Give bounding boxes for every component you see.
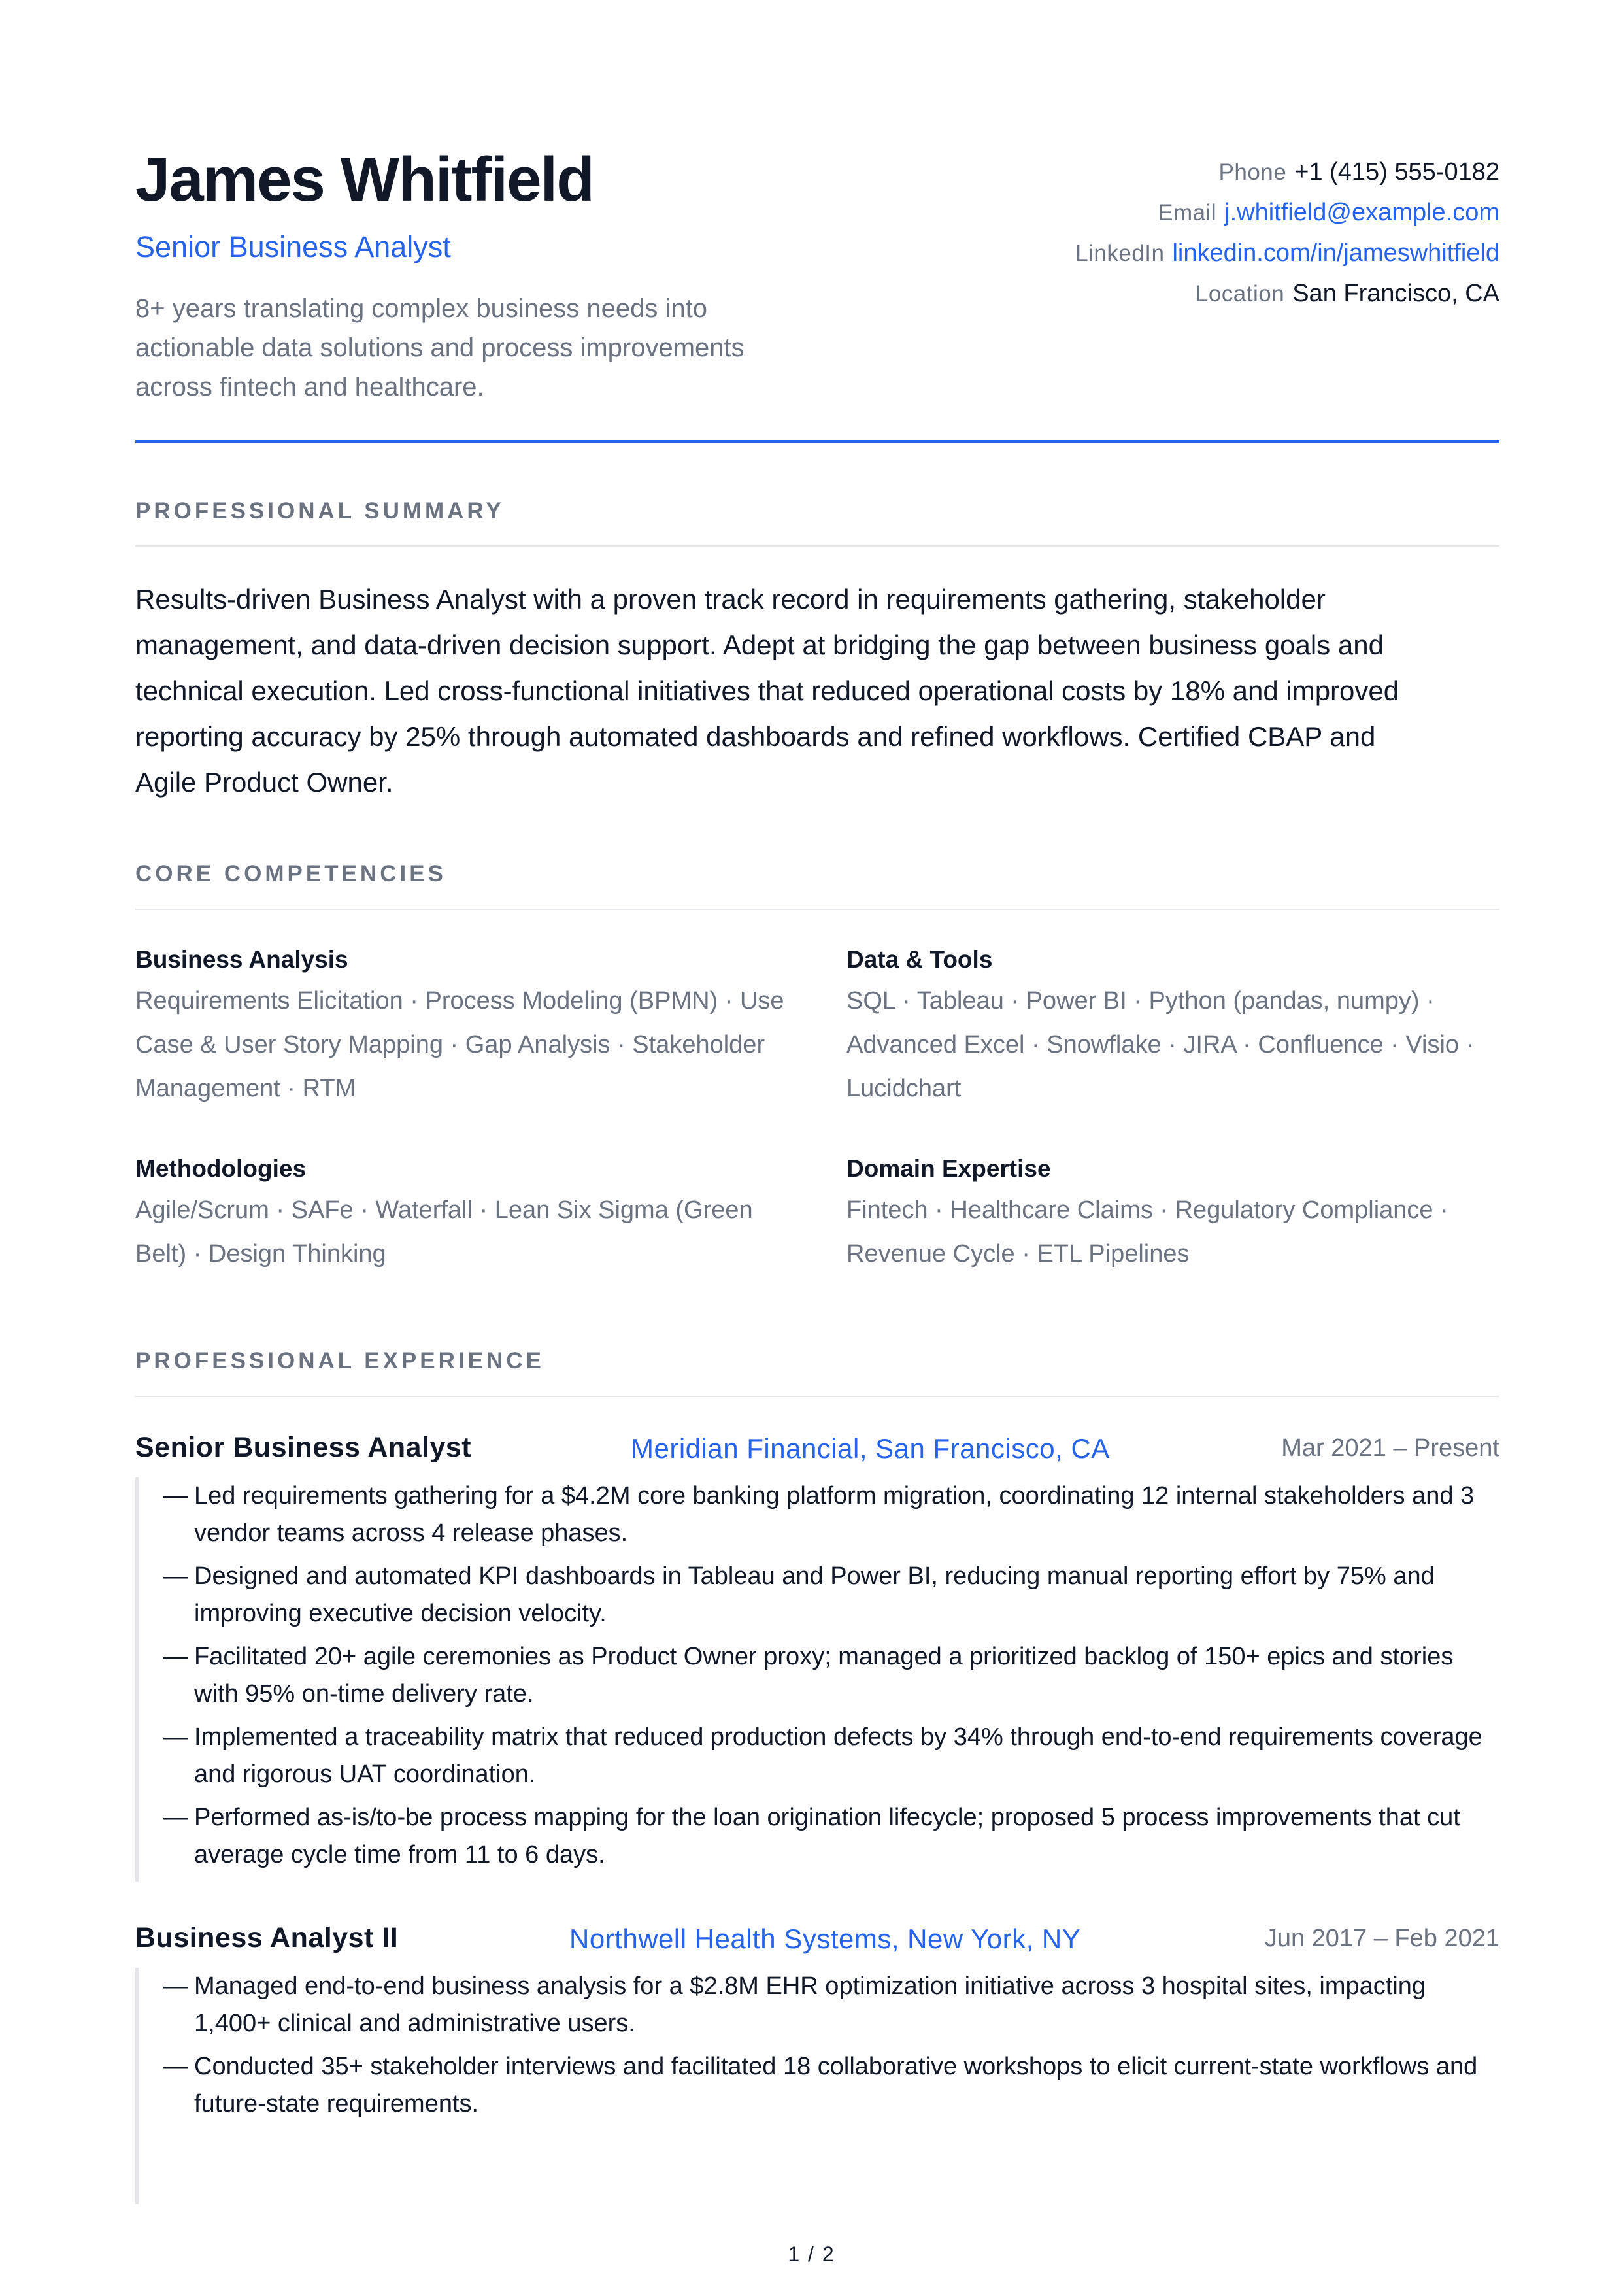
contact-linkedin-row (1075, 235, 1499, 276)
job-company: Meridian Financial, San Francisco, CA (631, 1433, 1110, 1464)
competency-items: Agile/Scrum · SAFe · Waterfall · Lean Six Sigma (Green Belt) · Design Thinking (135, 1196, 753, 1268)
page-number: 1 / 2 (788, 2242, 835, 2266)
job-bullet (139, 1968, 1503, 2042)
phone-value: +1 (415) 555-0182 (1294, 158, 1499, 186)
email-label: Email (1158, 200, 1217, 226)
bullet-dash: — (163, 1804, 188, 1831)
section-title-experience: PROFESSIONAL EXPERIENCE (135, 1348, 544, 1374)
competency-group (135, 1149, 789, 1276)
phone-label: Phone (1218, 160, 1287, 185)
bullet-text: Led requirements gathering for a $4.2M core banking platform migration, coordinating 12 internal stakeholders and 3 vendor teams across 4 release phases. (194, 1482, 1475, 1547)
competency-title: Methodologies (135, 1155, 307, 1182)
job-bullet (139, 1638, 1503, 1713)
job-dates: Mar 2021 – Present (1281, 1434, 1499, 1462)
section-title-competencies: CORE COMPETENCIES (135, 861, 446, 886)
section-divider (135, 1396, 1499, 1397)
job-bullet (139, 1477, 1503, 1552)
bullet-text: Performed as-is/to-be process mapping for the loan origination lifecycle; proposed 5 process improvements that cut average cycle time from 11 to 6 days. (194, 1804, 1460, 1868)
job-dates: Jun 2017 – Feb 2021 (1264, 1925, 1499, 1952)
contact-block (1075, 154, 1499, 316)
location-label: Location (1195, 281, 1285, 307)
competency-items: Requirements Elicitation · Process Modeling (BPMN) · Use Case & User Story Mapping · Gap Analysis · Stakeholder Management · RTM (135, 987, 784, 1102)
job-bullet (139, 2048, 1503, 2123)
job-title: Senior Business Analyst (135, 1432, 472, 1463)
competency-group (846, 940, 1500, 1111)
candidate-intro: 8+ years translating complex business needs into actionable data solutions and process improvements across fintech and healthcare. (135, 294, 745, 401)
bullet-dash: — (163, 2053, 188, 2080)
competency-title: Data & Tools (846, 946, 993, 973)
job-title: Business Analyst II (135, 1922, 399, 1953)
competency-title: Domain Expertise (846, 1155, 1051, 1182)
competency-group (846, 1149, 1500, 1276)
job-bullet-list (135, 1968, 1503, 2204)
job-header (135, 1922, 1499, 1961)
location-value: San Francisco, CA (1292, 280, 1499, 307)
candidate-name: James Whitfield (135, 144, 594, 214)
bullet-dash: — (163, 1562, 188, 1590)
job-bullet-list (135, 1477, 1503, 1882)
competency-items: Fintech · Healthcare Claims · Regulatory Compliance · Revenue Cycle · ETL Pipelines (846, 1196, 1448, 1268)
bullet-text: Designed and automated KPI dashboards in Tableau and Power BI, reducing manual reporting effort by 75% and improving executive decision velocity. (194, 1562, 1435, 1627)
bullet-dash: — (163, 1482, 188, 1510)
email-link[interactable]: j.whitfield@example.com (1224, 199, 1499, 226)
contact-email-row (1075, 195, 1499, 235)
bullet-text: Facilitated 20+ agile ceremonies as Product Owner proxy; managed a prioritized backlog of 150+ epics and stories with 95% on-time delivery rate. (194, 1643, 1454, 1708)
candidate-role: Senior Business Analyst (135, 230, 451, 263)
header-divider (135, 440, 1499, 443)
job-company: Northwell Health Systems, New York, NY (569, 1923, 1081, 1954)
job-bullet (139, 1558, 1503, 1632)
competency-title: Business Analysis (135, 946, 348, 973)
job-header (135, 1432, 1499, 1471)
section-divider (135, 909, 1499, 910)
bullet-dash: — (163, 1643, 188, 1670)
linkedin-link[interactable]: linkedin.com/in/jameswhitfield (1172, 239, 1499, 267)
contact-location-row (1075, 276, 1499, 316)
competency-items: SQL · Tableau · Power BI · Python (pandas, numpy) · Advanced Excel · Snowflake · JIRA · Confluence · Visio · Lucidchart (846, 987, 1475, 1102)
bullet-dash: — (163, 1723, 188, 1751)
section-title-summary: PROFESSIONAL SUMMARY (135, 498, 505, 524)
section-divider (135, 545, 1499, 547)
summary-text: Results-driven Business Analyst with a proven track record in requirements gathering, stakeholder management, and data-driven decision support. Adept at bridging the gap between business goals and technical execution. Led cross-functional initiatives that reduced operational costs by 18% and improved reporting accuracy by 25% through automated dashboards and refined workflows. Certified CBAP and Agile Product Owner. (135, 584, 1399, 798)
bullet-text: Conducted 35+ stakeholder interviews and facilitated 18 collaborative workshops to elicit current-state workflows and future-state requirements. (194, 2053, 1478, 2118)
bullet-text: Implemented a traceability matrix that reduced production defects by 34% through end-to-end requirements coverage and rigorous UAT coordination. (194, 1723, 1482, 1788)
linkedin-label: LinkedIn (1075, 241, 1165, 266)
job-bullet (139, 1719, 1503, 1793)
bullet-text: Managed end-to-end business analysis for a $2.8M EHR optimization initiative across 3 hospital sites, impacting 1,400+ clinical and administrative users. (194, 1972, 1426, 2037)
contact-phone-row (1075, 154, 1499, 195)
bullet-dash: — (163, 1972, 188, 2000)
competency-group (135, 940, 789, 1111)
job-bullet (139, 1799, 1503, 1874)
